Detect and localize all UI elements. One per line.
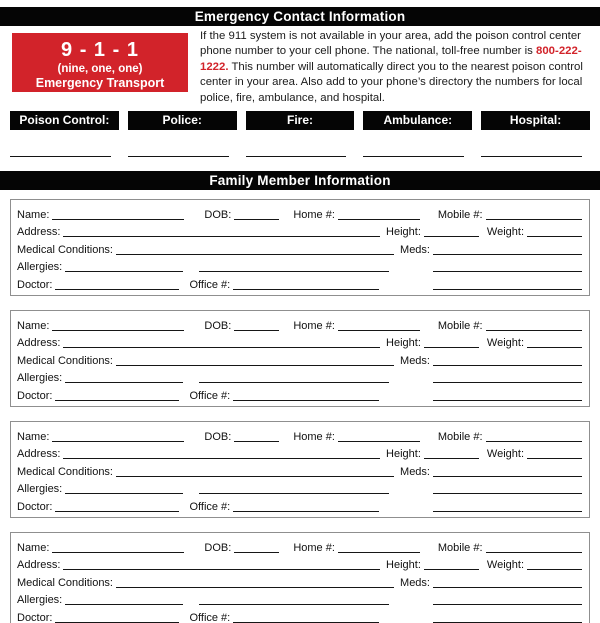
name-blank-line xyxy=(52,540,184,553)
weight-blank-line xyxy=(527,446,582,459)
intro-section xyxy=(10,29,590,106)
doctor-label: Doctor: xyxy=(17,278,53,291)
home-phone-blank-line xyxy=(338,540,420,553)
height-label: Height: xyxy=(386,226,421,239)
name-label: Name: xyxy=(17,208,50,221)
allergies-label: Allergies: xyxy=(17,261,63,274)
height-blank-line xyxy=(424,224,479,237)
home-phone-blank-line xyxy=(338,318,420,331)
weight-blank-line xyxy=(527,557,582,570)
family-member-section xyxy=(10,421,590,518)
home-phone-label: Home #: xyxy=(293,208,335,221)
name-label: Name: xyxy=(17,430,50,443)
family-header-title: Family Member Information xyxy=(209,172,391,188)
weight-label: Weight: xyxy=(486,559,524,572)
paragraph-text-after: This number will automatically direct you to the nearest poison control center in your area. Also add to your phone’s directory the numbers for local police, fire, ambulance, and hospital. xyxy=(200,60,583,104)
doctor-blank-line xyxy=(55,499,179,512)
dob-label: DOB: xyxy=(204,541,232,554)
member-row-address xyxy=(17,444,582,462)
meds-continued-blank-line-1 xyxy=(433,370,582,383)
member-row-medical xyxy=(17,462,582,480)
local-contacts-row xyxy=(10,111,590,157)
allergies-label: Allergies: xyxy=(17,372,63,385)
911-caption: Emergency Transport System xyxy=(35,76,165,104)
hospital-blank-line xyxy=(481,156,582,157)
address-label: Address: xyxy=(17,337,61,350)
doctor-blank-line xyxy=(55,610,179,623)
office-phone-label: Office #: xyxy=(189,500,231,513)
ambulance-label-box: Ambulance: xyxy=(363,111,472,130)
member-row-medical xyxy=(17,240,582,258)
name-blank-line xyxy=(52,207,184,220)
meds-blank-line xyxy=(433,353,582,366)
height-blank-line xyxy=(424,335,479,348)
allergies-blank-line xyxy=(65,592,183,605)
address-label: Address: xyxy=(17,448,61,461)
medical-conditions-blank-line xyxy=(116,575,394,588)
mobile-phone-label: Mobile #: xyxy=(437,319,483,332)
member-row-allergies xyxy=(17,368,582,386)
meds-continued-blank-line-1 xyxy=(433,592,582,605)
height-label: Height: xyxy=(386,337,421,350)
home-phone-label: Home #: xyxy=(293,541,335,554)
meds-label: Meds: xyxy=(400,354,430,367)
dob-label: DOB: xyxy=(204,208,232,221)
family-member-section xyxy=(10,310,590,407)
allergies-continued-blank-line xyxy=(199,592,389,605)
address-blank-line xyxy=(63,557,380,570)
member-row-name xyxy=(17,538,582,556)
member-row-address xyxy=(17,555,582,573)
weight-blank-line xyxy=(527,224,582,237)
office-phone-blank-line xyxy=(233,388,379,401)
meds-continued-blank-line-2 xyxy=(433,610,582,623)
911-subtitle: (nine, one, one) xyxy=(57,63,143,75)
mobile-phone-blank-line xyxy=(486,540,582,553)
medical-conditions-label: Medical Conditions: xyxy=(17,354,113,367)
office-phone-label: Office #: xyxy=(189,389,231,402)
meds-label: Meds: xyxy=(400,243,430,256)
police-label-box: Police: xyxy=(128,111,237,130)
allergies-label: Allergies: xyxy=(17,483,63,496)
emergency-header-bar xyxy=(0,7,600,26)
height-label: Height: xyxy=(386,448,421,461)
allergies-blank-line xyxy=(65,259,183,272)
address-blank-line xyxy=(63,335,380,348)
member-row-name xyxy=(17,205,582,223)
911-number: 9 - 1 - 1 xyxy=(61,39,139,61)
mobile-phone-blank-line xyxy=(486,429,582,442)
meds-blank-line xyxy=(433,464,582,477)
member-row-doctor xyxy=(17,386,582,404)
poison-control-label-box: Poison Control: xyxy=(10,111,119,130)
allergies-continued-blank-line xyxy=(199,259,389,272)
doctor-label: Doctor: xyxy=(17,389,53,402)
dob-blank-line xyxy=(234,207,279,220)
dob-label: DOB: xyxy=(204,430,232,443)
office-phone-label: Office #: xyxy=(189,278,231,291)
family-header-bar xyxy=(0,171,600,190)
address-blank-line xyxy=(63,446,380,459)
height-blank-line xyxy=(424,446,479,459)
weight-label: Weight: xyxy=(486,226,524,239)
mobile-phone-blank-line xyxy=(486,318,582,331)
meds-continued-blank-line-2 xyxy=(433,277,582,290)
name-blank-line xyxy=(52,318,184,331)
height-label: Height: xyxy=(386,559,421,572)
allergies-blank-line xyxy=(65,370,183,383)
paragraph-text-before: If the 911 system is not available in your area, add the poison control center phone number to your cell phone. The national, toll-free number is xyxy=(200,30,581,58)
member-row-address xyxy=(17,222,582,240)
contact-column-ambulance xyxy=(363,111,472,157)
member-row-allergies xyxy=(17,590,582,608)
family-member-section xyxy=(10,532,590,623)
medical-conditions-label: Medical Conditions: xyxy=(17,576,113,589)
emergency-header-title: Emergency Contact Information xyxy=(194,9,406,24)
emergency-911-badge xyxy=(12,33,188,104)
office-phone-blank-line xyxy=(233,499,379,512)
weight-label: Weight: xyxy=(486,337,524,350)
medical-conditions-blank-line xyxy=(116,353,394,366)
home-phone-blank-line xyxy=(338,429,420,442)
member-row-doctor xyxy=(17,497,582,515)
poison-control-blank-line xyxy=(10,156,111,157)
member-row-allergies xyxy=(17,479,582,497)
office-phone-label: Office #: xyxy=(189,611,231,623)
fire-blank-line xyxy=(246,156,347,157)
hospital-label-box: Hospital: xyxy=(481,111,590,130)
medical-conditions-blank-line xyxy=(116,464,394,477)
medical-conditions-blank-line xyxy=(116,242,394,255)
dob-blank-line xyxy=(234,318,279,331)
dob-label: DOB: xyxy=(204,319,232,332)
poison-control-phone-number: 800-222-1222. xyxy=(200,45,582,73)
doctor-label: Doctor: xyxy=(17,500,53,513)
allergies-blank-line xyxy=(65,481,183,494)
weight-blank-line xyxy=(527,335,582,348)
member-row-address xyxy=(17,333,582,351)
meds-blank-line xyxy=(433,242,582,255)
meds-label: Meds: xyxy=(400,576,430,589)
mobile-phone-blank-line xyxy=(486,207,582,220)
member-row-allergies xyxy=(17,257,582,275)
meds-continued-blank-line-1 xyxy=(433,481,582,494)
name-label: Name: xyxy=(17,319,50,332)
doctor-blank-line xyxy=(55,388,179,401)
member-sections xyxy=(0,199,600,623)
mobile-phone-label: Mobile #: xyxy=(437,208,483,221)
address-blank-line xyxy=(63,224,380,237)
address-label: Address: xyxy=(17,559,61,572)
meds-continued-blank-line-1 xyxy=(433,259,582,272)
allergies-continued-blank-line xyxy=(199,370,389,383)
allergies-continued-blank-line xyxy=(199,481,389,494)
member-row-name xyxy=(17,316,582,334)
weight-label: Weight: xyxy=(486,448,524,461)
medical-conditions-label: Medical Conditions: xyxy=(17,465,113,478)
contact-column-hospital xyxy=(481,111,590,157)
office-phone-blank-line xyxy=(233,277,379,290)
address-label: Address: xyxy=(17,226,61,239)
allergies-label: Allergies: xyxy=(17,594,63,607)
name-blank-line xyxy=(52,429,184,442)
poison-control-paragraph xyxy=(200,29,590,106)
mobile-phone-label: Mobile #: xyxy=(437,430,483,443)
member-row-doctor xyxy=(17,275,582,293)
family-member-section xyxy=(10,199,590,296)
doctor-label: Doctor: xyxy=(17,611,53,623)
medical-conditions-label: Medical Conditions: xyxy=(17,243,113,256)
name-label: Name: xyxy=(17,541,50,554)
member-row-doctor xyxy=(17,608,582,623)
meds-continued-blank-line-2 xyxy=(433,499,582,512)
doctor-blank-line xyxy=(55,277,179,290)
police-blank-line xyxy=(128,156,229,157)
home-phone-label: Home #: xyxy=(293,430,335,443)
contact-column-poison-control xyxy=(10,111,119,157)
home-phone-label: Home #: xyxy=(293,319,335,332)
member-row-name xyxy=(17,427,582,445)
home-phone-blank-line xyxy=(338,207,420,220)
ambulance-blank-line xyxy=(363,156,464,157)
dob-blank-line xyxy=(234,429,279,442)
mobile-phone-label: Mobile #: xyxy=(437,541,483,554)
fire-label-box: Fire: xyxy=(246,111,355,130)
height-blank-line xyxy=(424,557,479,570)
contact-column-police xyxy=(128,111,237,157)
meds-continued-blank-line-2 xyxy=(433,388,582,401)
contact-column-fire xyxy=(246,111,355,157)
office-phone-blank-line xyxy=(233,610,379,623)
meds-blank-line xyxy=(433,575,582,588)
member-row-medical xyxy=(17,351,582,369)
meds-label: Meds: xyxy=(400,465,430,478)
dob-blank-line xyxy=(234,540,279,553)
member-row-medical xyxy=(17,573,582,591)
